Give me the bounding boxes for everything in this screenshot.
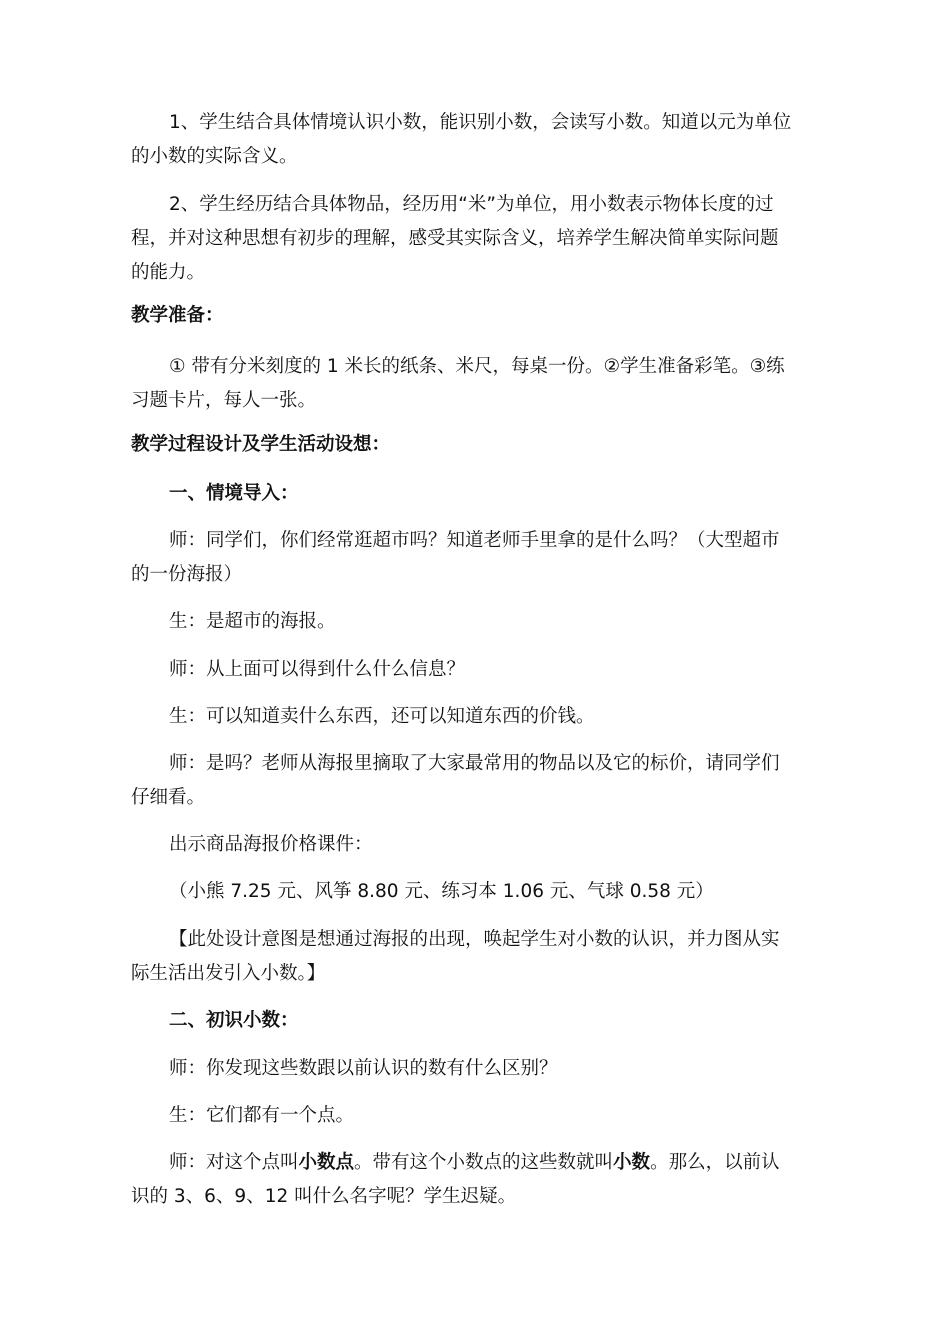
dialogue-teacher: 师：对这个点叫小数点。带有这个小数点的这些数就叫小数。那么，以前认 识的 3、6、9、12 叫什么名字呢？学生迟疑。	[131, 1152, 780, 1207]
term-decimal-point: 小数点	[298, 1152, 355, 1173]
process-heading: 教学过程设计及学生活动设想：	[131, 434, 391, 455]
preparation-heading: 教学准备：	[131, 305, 224, 326]
dialogue-teacher: 师：是吗？老师从海报里摘取了大家最常用的物品以及它的标价，请同学们 仔细看。	[131, 753, 780, 808]
objective-item-2: 2、学生经历结合具体物品，经历用“米”为单位，用小数表示物体长度的过 程，并对这种思想有初步的理解，感受其实际含义，培养学生解决简单实际问题 的能力。	[131, 194, 779, 283]
section-heading: 二、初识小数：	[169, 1010, 299, 1031]
section-heading: 一、情境导入：	[169, 483, 299, 504]
dialogue-student: 生：可以知道卖什么东西，还可以知道东西的价钱。	[169, 706, 595, 727]
dialogue-student: 生：是超市的海报。	[169, 611, 336, 632]
design-note: 【此处设计意图是想通过海报的出现，唤起学生对小数的认识，并力图从实 际生活出发引入小数。】	[131, 929, 780, 984]
term-decimal: 小数	[613, 1152, 651, 1173]
preparation-text: ① 带有分米刻度的 1 米长的纸条、米尺，每桌一份。②学生准备彩笔。③练 习题卡片，每人一张。	[131, 356, 785, 411]
dialogue-teacher: 师：你发现这些数跟以前认识的数有什么区别？	[169, 1058, 558, 1079]
dialogue-teacher: 师：从上面可以得到什么什么信息？	[169, 659, 466, 680]
courseware-label: 出示商品海报价格课件：	[169, 834, 373, 855]
objective-item-1: 1、学生结合具体情境认识小数，能识别小数，会读写小数。知道以元为单位 的小数的实际含义。	[131, 112, 792, 167]
dialogue-teacher: 师：同学们，你们经常逛超市吗？知道老师手里拿的是什么吗？（大型超市 的一份海报）	[131, 530, 780, 585]
dialogue-student: 生：它们都有一个点。	[169, 1105, 355, 1126]
price-list: （小熊 7.25 元、风筝 8.80 元、练习本 1.06 元、气球 0.58 元）	[169, 881, 714, 902]
